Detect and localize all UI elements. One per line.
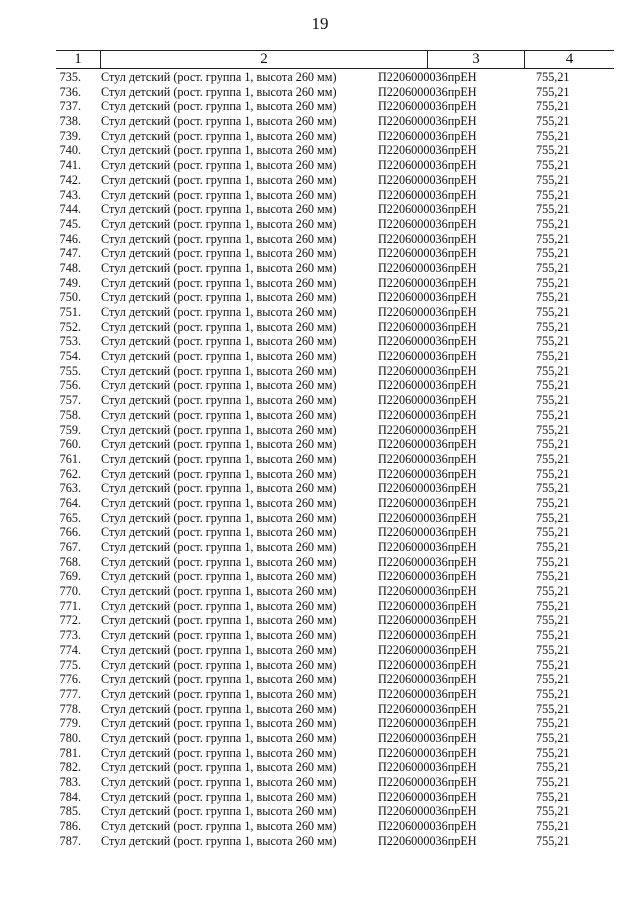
table-row	[56, 99, 614, 114]
item-name: Стул детский (рост. группа 1, высота 260 мм)	[101, 143, 337, 158]
row-number: 762.	[59, 466, 81, 481]
item-name: Стул детский (рост. группа 1, высота 260 мм)	[101, 613, 337, 628]
item-price: 755,21	[536, 584, 570, 599]
table-row	[56, 85, 614, 100]
item-price: 755,21	[536, 730, 570, 745]
item-price: 755,21	[536, 495, 570, 510]
row-number: 737.	[59, 99, 81, 114]
item-name: Стул детский (рост. группа 1, высота 260 мм)	[101, 466, 337, 481]
row-number: 750.	[59, 290, 81, 305]
item-code: П2206000036прЕН	[378, 114, 477, 129]
row-number: 738.	[59, 114, 81, 129]
table-row	[56, 408, 614, 423]
item-name: Стул детский (рост. группа 1, высота 260 мм)	[101, 378, 337, 393]
row-number: 751.	[59, 305, 81, 319]
page-number: 19	[311, 14, 329, 33]
item-code: П2206000036прЕН	[378, 701, 477, 716]
table-row	[56, 232, 614, 247]
table-row	[56, 305, 614, 320]
item-name: Стул детский (рост. группа 1, высота 260 мм)	[101, 701, 337, 716]
item-price: 755,21	[536, 613, 570, 628]
item-name: Стул детский (рост. группа 1, высота 260 мм)	[101, 246, 337, 261]
row-number: 735.	[59, 70, 81, 84]
item-name: Стул детский (рост. группа 1, высота 260 мм)	[101, 804, 337, 819]
item-price: 755,21	[536, 363, 570, 378]
table-row	[56, 599, 614, 614]
item-code: П2206000036прЕН	[378, 143, 477, 158]
item-name: Стул детский (рост. группа 1, высота 260 мм)	[101, 540, 337, 554]
table-row	[56, 452, 614, 467]
row-number: 752.	[59, 319, 81, 334]
row-number: 782.	[59, 760, 81, 775]
row-number: 739.	[59, 128, 81, 143]
item-code: П2206000036прЕН	[378, 246, 477, 261]
table-row	[56, 246, 614, 261]
table-row	[56, 188, 614, 203]
item-price: 755,21	[536, 187, 570, 202]
item-name: Стул детский (рост. группа 1, высота 260 мм)	[101, 202, 337, 217]
item-name: Стул детский (рост. группа 1, высота 260 мм)	[101, 745, 337, 760]
item-price: 755,21	[536, 642, 570, 657]
item-name: Стул детский (рост. группа 1, высота 260 мм)	[101, 260, 337, 275]
item-price: 755,21	[536, 657, 570, 672]
table-row	[56, 731, 614, 746]
item-code: П2206000036прЕН	[378, 231, 477, 246]
table-row	[56, 114, 614, 129]
row-number: 772.	[59, 613, 81, 628]
item-price: 755,21	[536, 114, 570, 129]
item-code: П2206000036прЕН	[378, 554, 477, 569]
table-row	[56, 320, 614, 335]
item-name: Стул детский (рост. группа 1, высота 260 мм)	[101, 114, 337, 129]
item-price: 755,21	[536, 701, 570, 716]
item-name: Стул детский (рост. группа 1, высота 260 мм)	[101, 716, 337, 731]
item-code: П2206000036прЕН	[378, 363, 477, 378]
table-row	[56, 746, 614, 761]
item-name: Стул детский (рост. группа 1, высота 260 мм)	[101, 569, 337, 584]
item-code: П2206000036прЕН	[378, 628, 477, 643]
table-row	[56, 613, 614, 628]
item-price: 755,21	[536, 540, 570, 554]
item-name: Стул детский (рост. группа 1, высота 260 мм)	[101, 363, 337, 378]
table-row	[56, 393, 614, 408]
table-row	[56, 70, 614, 85]
item-price: 755,21	[536, 246, 570, 261]
table-row	[56, 702, 614, 717]
item-code: П2206000036прЕН	[378, 378, 477, 393]
item-code: П2206000036прЕН	[378, 70, 477, 84]
item-code: П2206000036прЕН	[378, 275, 477, 290]
column-divider	[524, 51, 525, 68]
row-number: 785.	[59, 804, 81, 819]
item-code: П2206000036прЕН	[378, 334, 477, 349]
item-name: Стул детский (рост. группа 1, высота 260 мм)	[101, 319, 337, 334]
item-code: П2206000036прЕН	[378, 128, 477, 143]
item-price: 755,21	[536, 378, 570, 393]
row-number: 781.	[59, 745, 81, 760]
row-number: 765.	[59, 510, 81, 525]
row-number: 771.	[59, 598, 81, 613]
row-number: 747.	[59, 246, 81, 261]
item-price: 755,21	[536, 451, 570, 466]
item-name: Стул детский (рост. группа 1, высота 260 мм)	[101, 510, 337, 525]
item-code: П2206000036прЕН	[378, 290, 477, 305]
table-header	[56, 50, 614, 69]
item-code: П2206000036прЕН	[378, 540, 477, 554]
table-row	[56, 276, 614, 291]
item-code: П2206000036прЕН	[378, 99, 477, 114]
table-row	[56, 334, 614, 349]
row-number: 736.	[59, 84, 81, 99]
table-row	[56, 423, 614, 438]
item-code: П2206000036прЕН	[378, 525, 477, 540]
row-number: 754.	[59, 349, 81, 364]
item-code: П2206000036прЕН	[378, 495, 477, 510]
row-number: 749.	[59, 275, 81, 290]
item-name: Стул детский (рост. группа 1, высота 260 мм)	[101, 495, 337, 510]
item-name: Стул детский (рост. группа 1, высота 260 мм)	[101, 657, 337, 672]
item-code: П2206000036прЕН	[378, 172, 477, 187]
item-price: 755,21	[536, 260, 570, 275]
item-price: 755,21	[536, 128, 570, 143]
item-code: П2206000036прЕН	[378, 422, 477, 437]
row-number: 784.	[59, 789, 81, 804]
table-row	[56, 496, 614, 511]
row-number: 764.	[59, 495, 81, 510]
row-number: 758.	[59, 407, 81, 422]
item-name: Стул детский (рост. группа 1, высота 260 мм)	[101, 481, 337, 496]
item-name: Стул детский (рост. группа 1, высота 260 мм)	[101, 334, 337, 349]
item-price: 755,21	[536, 305, 570, 319]
item-name: Стул детский (рост. группа 1, высота 260 мм)	[101, 84, 337, 99]
item-name: Стул детский (рост. группа 1, высота 260 мм)	[101, 451, 337, 466]
item-name: Стул детский (рост. группа 1, высота 260 мм)	[101, 231, 337, 246]
table-row	[56, 143, 614, 158]
item-code: П2206000036прЕН	[378, 393, 477, 408]
item-name: Стул детский (рост. группа 1, высота 260 мм)	[101, 730, 337, 745]
row-number: 757.	[59, 393, 81, 408]
row-number: 748.	[59, 260, 81, 275]
item-price: 755,21	[536, 393, 570, 408]
item-code: П2206000036прЕН	[378, 569, 477, 584]
column-header-3: 3	[472, 51, 480, 67]
item-name: Стул детский (рост. группа 1, высота 260 мм)	[101, 128, 337, 143]
table-row	[56, 525, 614, 540]
item-price: 755,21	[536, 99, 570, 114]
item-name: Стул детский (рост. группа 1, высота 260 мм)	[101, 422, 337, 437]
item-price: 755,21	[536, 686, 570, 701]
item-price: 755,21	[536, 819, 570, 834]
row-number: 759.	[59, 422, 81, 437]
item-name: Стул детский (рост. группа 1, высота 260 мм)	[101, 275, 337, 290]
item-price: 755,21	[536, 290, 570, 305]
row-number: 753.	[59, 334, 81, 349]
table-row	[56, 158, 614, 173]
row-number: 778.	[59, 701, 81, 716]
item-name: Стул детский (рост. группа 1, высота 260 мм)	[101, 290, 337, 305]
item-name: Стул детский (рост. группа 1, высота 260 мм)	[101, 349, 337, 364]
item-name: Стул детский (рост. группа 1, высота 260 мм)	[101, 789, 337, 804]
item-price: 755,21	[536, 84, 570, 99]
item-code: П2206000036прЕН	[378, 642, 477, 657]
item-name: Стул детский (рост. группа 1, высота 260 мм)	[101, 216, 337, 231]
item-name: Стул детский (рост. группа 1, высота 260 мм)	[101, 819, 337, 834]
item-code: П2206000036прЕН	[378, 775, 477, 789]
item-price: 755,21	[536, 437, 570, 452]
item-code: П2206000036прЕН	[378, 216, 477, 231]
row-number: 767.	[59, 540, 81, 554]
table-row	[56, 555, 614, 570]
row-number: 775.	[59, 657, 81, 672]
item-code: П2206000036прЕН	[378, 187, 477, 202]
row-number: 768.	[59, 554, 81, 569]
table-row	[56, 290, 614, 305]
item-name: Стул детский (рост. группа 1, высота 260 мм)	[101, 672, 337, 687]
table-row	[56, 540, 614, 555]
item-price: 755,21	[536, 775, 570, 789]
item-price: 755,21	[536, 275, 570, 290]
row-number: 744.	[59, 202, 81, 217]
item-code: П2206000036прЕН	[378, 319, 477, 334]
item-name: Стул детский (рост. группа 1, высота 260 мм)	[101, 686, 337, 701]
table-row	[56, 173, 614, 188]
item-code: П2206000036прЕН	[378, 657, 477, 672]
item-name: Стул детский (рост. группа 1, высота 260 мм)	[101, 584, 337, 599]
table-row	[56, 790, 614, 805]
item-name: Стул детский (рост. группа 1, высота 260 мм)	[101, 70, 337, 84]
row-number: 766.	[59, 525, 81, 540]
row-number: 769.	[59, 569, 81, 584]
row-number: 780.	[59, 730, 81, 745]
item-price: 755,21	[536, 569, 570, 584]
item-name: Стул детский (рост. группа 1, высота 260 мм)	[101, 187, 337, 202]
row-number: 786.	[59, 819, 81, 834]
table-body	[56, 70, 614, 848]
row-number: 779.	[59, 716, 81, 731]
row-number: 742.	[59, 172, 81, 187]
item-code: П2206000036прЕН	[378, 760, 477, 775]
table-row	[56, 760, 614, 775]
table-row	[56, 687, 614, 702]
column-header-4: 4	[565, 51, 574, 67]
item-name: Стул детский (рост. группа 1, высота 260 мм)	[101, 775, 337, 789]
item-price: 755,21	[536, 422, 570, 437]
row-number: 746.	[59, 231, 81, 246]
item-price: 755,21	[536, 789, 570, 804]
row-number: 745.	[59, 216, 81, 231]
item-code: П2206000036прЕН	[378, 672, 477, 687]
row-number: 777.	[59, 686, 81, 701]
item-price: 755,21	[536, 481, 570, 496]
item-price: 755,21	[536, 466, 570, 481]
item-code: П2206000036прЕН	[378, 584, 477, 599]
row-number: 741.	[59, 158, 81, 173]
column-divider	[427, 51, 428, 68]
table-row	[56, 672, 614, 687]
table-row	[56, 378, 614, 393]
row-number: 760.	[59, 437, 81, 452]
row-number: 773.	[59, 628, 81, 643]
item-code: П2206000036прЕН	[378, 716, 477, 731]
row-number: 755.	[59, 363, 81, 378]
row-number: 763.	[59, 481, 81, 496]
item-price: 755,21	[536, 628, 570, 643]
item-price: 755,21	[536, 172, 570, 187]
item-name: Стул детский (рост. группа 1, высота 260 мм)	[101, 642, 337, 657]
row-number: 774.	[59, 642, 81, 657]
item-name: Стул детский (рост. группа 1, высота 260 мм)	[101, 407, 337, 422]
table-row	[56, 511, 614, 526]
item-price: 755,21	[536, 716, 570, 731]
item-name: Стул детский (рост. группа 1, высота 260 мм)	[101, 393, 337, 408]
item-code: П2206000036прЕН	[378, 804, 477, 819]
table-row	[56, 643, 614, 658]
item-code: П2206000036прЕН	[378, 349, 477, 364]
item-code: П2206000036прЕН	[378, 481, 477, 496]
table-row	[56, 261, 614, 276]
item-price: 755,21	[536, 760, 570, 775]
item-code: П2206000036прЕН	[378, 260, 477, 275]
item-price: 755,21	[536, 598, 570, 613]
table-row	[56, 217, 614, 232]
item-code: П2206000036прЕН	[378, 305, 477, 319]
item-price: 755,21	[536, 525, 570, 540]
item-price: 755,21	[536, 745, 570, 760]
row-number: 783.	[59, 775, 81, 789]
item-price: 755,21	[536, 70, 570, 84]
item-code: П2206000036прЕН	[378, 466, 477, 481]
row-number: 776.	[59, 672, 81, 687]
table-row	[56, 804, 614, 819]
item-name: Стул детский (рост. группа 1, высота 260 мм)	[101, 833, 337, 848]
item-name: Стул детский (рост. группа 1, высота 260 мм)	[101, 760, 337, 775]
table-row	[56, 569, 614, 584]
table-row	[56, 467, 614, 482]
item-name: Стул детский (рост. группа 1, высота 260 мм)	[101, 305, 337, 319]
table-row	[56, 364, 614, 379]
item-price: 755,21	[536, 143, 570, 158]
item-code: П2206000036прЕН	[378, 407, 477, 422]
item-price: 755,21	[536, 349, 570, 364]
item-price: 755,21	[536, 804, 570, 819]
table-row	[56, 716, 614, 731]
column-header-2: 2	[260, 51, 268, 67]
item-price: 755,21	[536, 672, 570, 687]
row-number: 740.	[59, 143, 81, 158]
item-name: Стул детский (рост. группа 1, высота 260 мм)	[101, 99, 337, 114]
item-code: П2206000036прЕН	[378, 510, 477, 525]
item-name: Стул детский (рост. группа 1, высота 260 мм)	[101, 554, 337, 569]
column-header-1: 1	[74, 51, 82, 67]
column-divider	[100, 51, 101, 68]
table-row	[56, 834, 614, 849]
item-price: 755,21	[536, 833, 570, 848]
item-code: П2206000036прЕН	[378, 598, 477, 613]
item-code: П2206000036прЕН	[378, 745, 477, 760]
row-number: 770.	[59, 584, 81, 599]
item-code: П2206000036прЕН	[378, 158, 477, 173]
table-row	[56, 775, 614, 790]
item-price: 755,21	[536, 231, 570, 246]
table-row	[56, 481, 614, 496]
item-name: Стул детский (рост. группа 1, высота 260 мм)	[101, 158, 337, 173]
row-number: 787.	[59, 833, 81, 848]
item-code: П2206000036прЕН	[378, 437, 477, 452]
item-price: 755,21	[536, 510, 570, 525]
item-code: П2206000036прЕН	[378, 202, 477, 217]
item-name: Стул детский (рост. группа 1, высота 260 мм)	[101, 172, 337, 187]
item-price: 755,21	[536, 216, 570, 231]
item-code: П2206000036прЕН	[378, 613, 477, 628]
item-name: Стул детский (рост. группа 1, высота 260 мм)	[101, 628, 337, 643]
item-code: П2206000036прЕН	[378, 686, 477, 701]
item-price: 755,21	[536, 202, 570, 217]
table-row	[56, 658, 614, 673]
item-code: П2206000036прЕН	[378, 451, 477, 466]
item-price: 755,21	[536, 334, 570, 349]
item-price: 755,21	[536, 158, 570, 173]
table-row	[56, 129, 614, 144]
table-row	[56, 584, 614, 599]
row-number: 756.	[59, 378, 81, 393]
item-code: П2206000036прЕН	[378, 789, 477, 804]
item-name: Стул детский (рост. группа 1, высота 260 мм)	[101, 525, 337, 540]
item-code: П2206000036прЕН	[378, 833, 477, 848]
table-row	[56, 628, 614, 643]
table-row	[56, 349, 614, 364]
table-row	[56, 437, 614, 452]
row-number: 743.	[59, 187, 81, 202]
table-row	[56, 202, 614, 217]
item-code: П2206000036прЕН	[378, 84, 477, 99]
item-price: 755,21	[536, 407, 570, 422]
item-price: 755,21	[536, 554, 570, 569]
row-number: 761.	[59, 451, 81, 466]
item-code: П2206000036прЕН	[378, 730, 477, 745]
table-row	[56, 819, 614, 834]
item-name: Стул детский (рост. группа 1, высота 260 мм)	[101, 437, 337, 452]
item-code: П2206000036прЕН	[378, 819, 477, 834]
item-name: Стул детский (рост. группа 1, высота 260 мм)	[101, 598, 337, 613]
item-price: 755,21	[536, 319, 570, 334]
